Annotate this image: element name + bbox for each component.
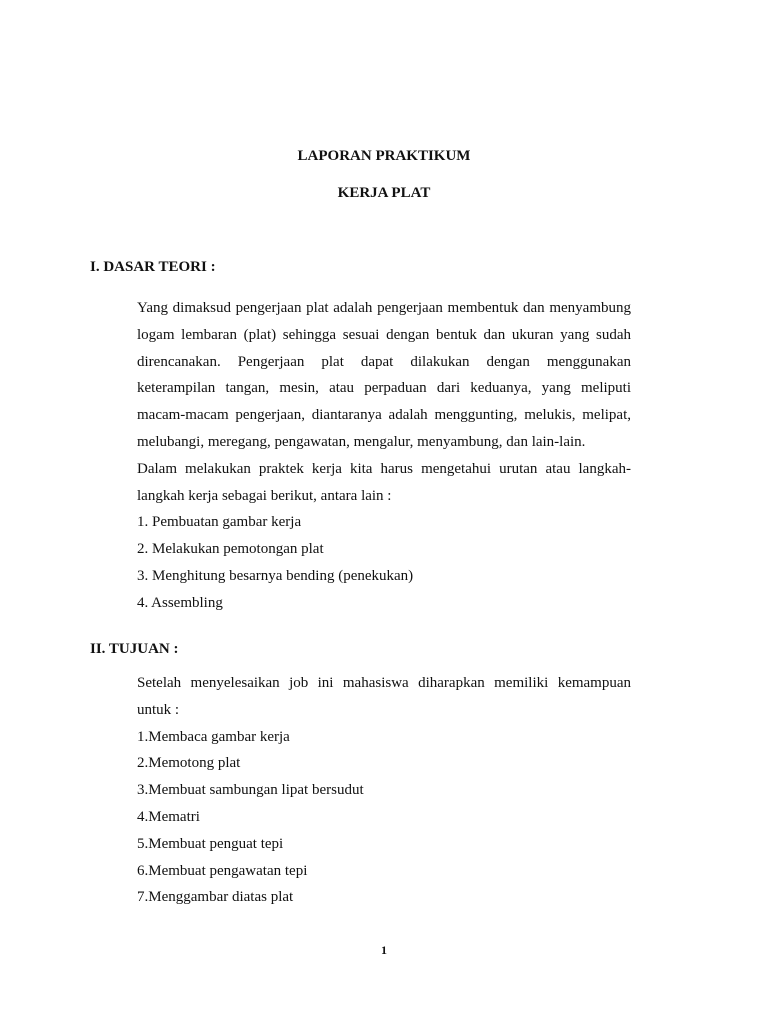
list-item: 2. Melakukan pemotongan plat <box>137 541 324 558</box>
paragraph-line: untuk : <box>137 701 180 718</box>
list-item: 6.Membuat pengawatan tepi <box>137 862 308 879</box>
paragraph-line: Yang dimaksud pengerjaan plat adalah pengerjaan membentuk dan menyambung <box>137 300 631 316</box>
paragraph-line: Dalam melakukan praktek kerja kita harus mengetahui urutan atau langkah- <box>137 460 631 477</box>
paragraph-line: keterampilan tangan, mesin, atau perpaduan dari keduanya, yang meliputi <box>137 380 631 397</box>
list-item: 7.Menggambar diatas plat <box>137 889 294 906</box>
paragraph-line: langkah kerja sebagai berikut, antara lain : <box>137 487 392 504</box>
paragraph-line: melubangi, meregang, pengawatan, mengalur, menyambung, dan lain-lain. <box>137 433 586 450</box>
paragraph-line: macam-macam pengerjaan, diantaranya adalah menggunting, melukis, melipat, <box>137 407 631 424</box>
section-heading-tujuan: II. TUJUAN : <box>90 641 179 657</box>
list-item: 4.Mematri <box>137 808 200 825</box>
paragraph-line: direncanakan. Pengerjaan plat dapat dilakukan dengan menggunakan <box>137 353 631 370</box>
list-item: 3. Menghitung besarnya bending (penekukan) <box>137 567 414 584</box>
document-subtitle: KERJA PLAT <box>337 185 431 201</box>
document-title: LAPORAN PRAKTIKUM <box>297 148 471 164</box>
paragraph-line: Setelah menyelesaikan job ini mahasiswa diharapkan memiliki kemampuan <box>137 675 631 691</box>
page-number: 1 <box>381 943 387 957</box>
list-item: 1.Membaca gambar kerja <box>137 728 290 745</box>
list-item: 2.Memotong plat <box>137 755 241 772</box>
paragraph-line: logam lembaran (plat) sehingga sesuai dengan bentuk dan ukuran yang sudah <box>137 326 631 343</box>
list-item: 1. Pembuatan gambar kerja <box>137 514 302 531</box>
list-item: 4. Assembling <box>137 594 223 611</box>
section-body-tujuan <box>137 670 631 911</box>
list-item: 5.Membuat penguat tepi <box>137 835 284 852</box>
section-heading-dasar-teori: I. DASAR TEORI : <box>90 259 216 275</box>
list-item: 3.Membuat sambungan lipat bersudut <box>137 782 364 799</box>
section-body-dasar-teori <box>137 295 631 617</box>
